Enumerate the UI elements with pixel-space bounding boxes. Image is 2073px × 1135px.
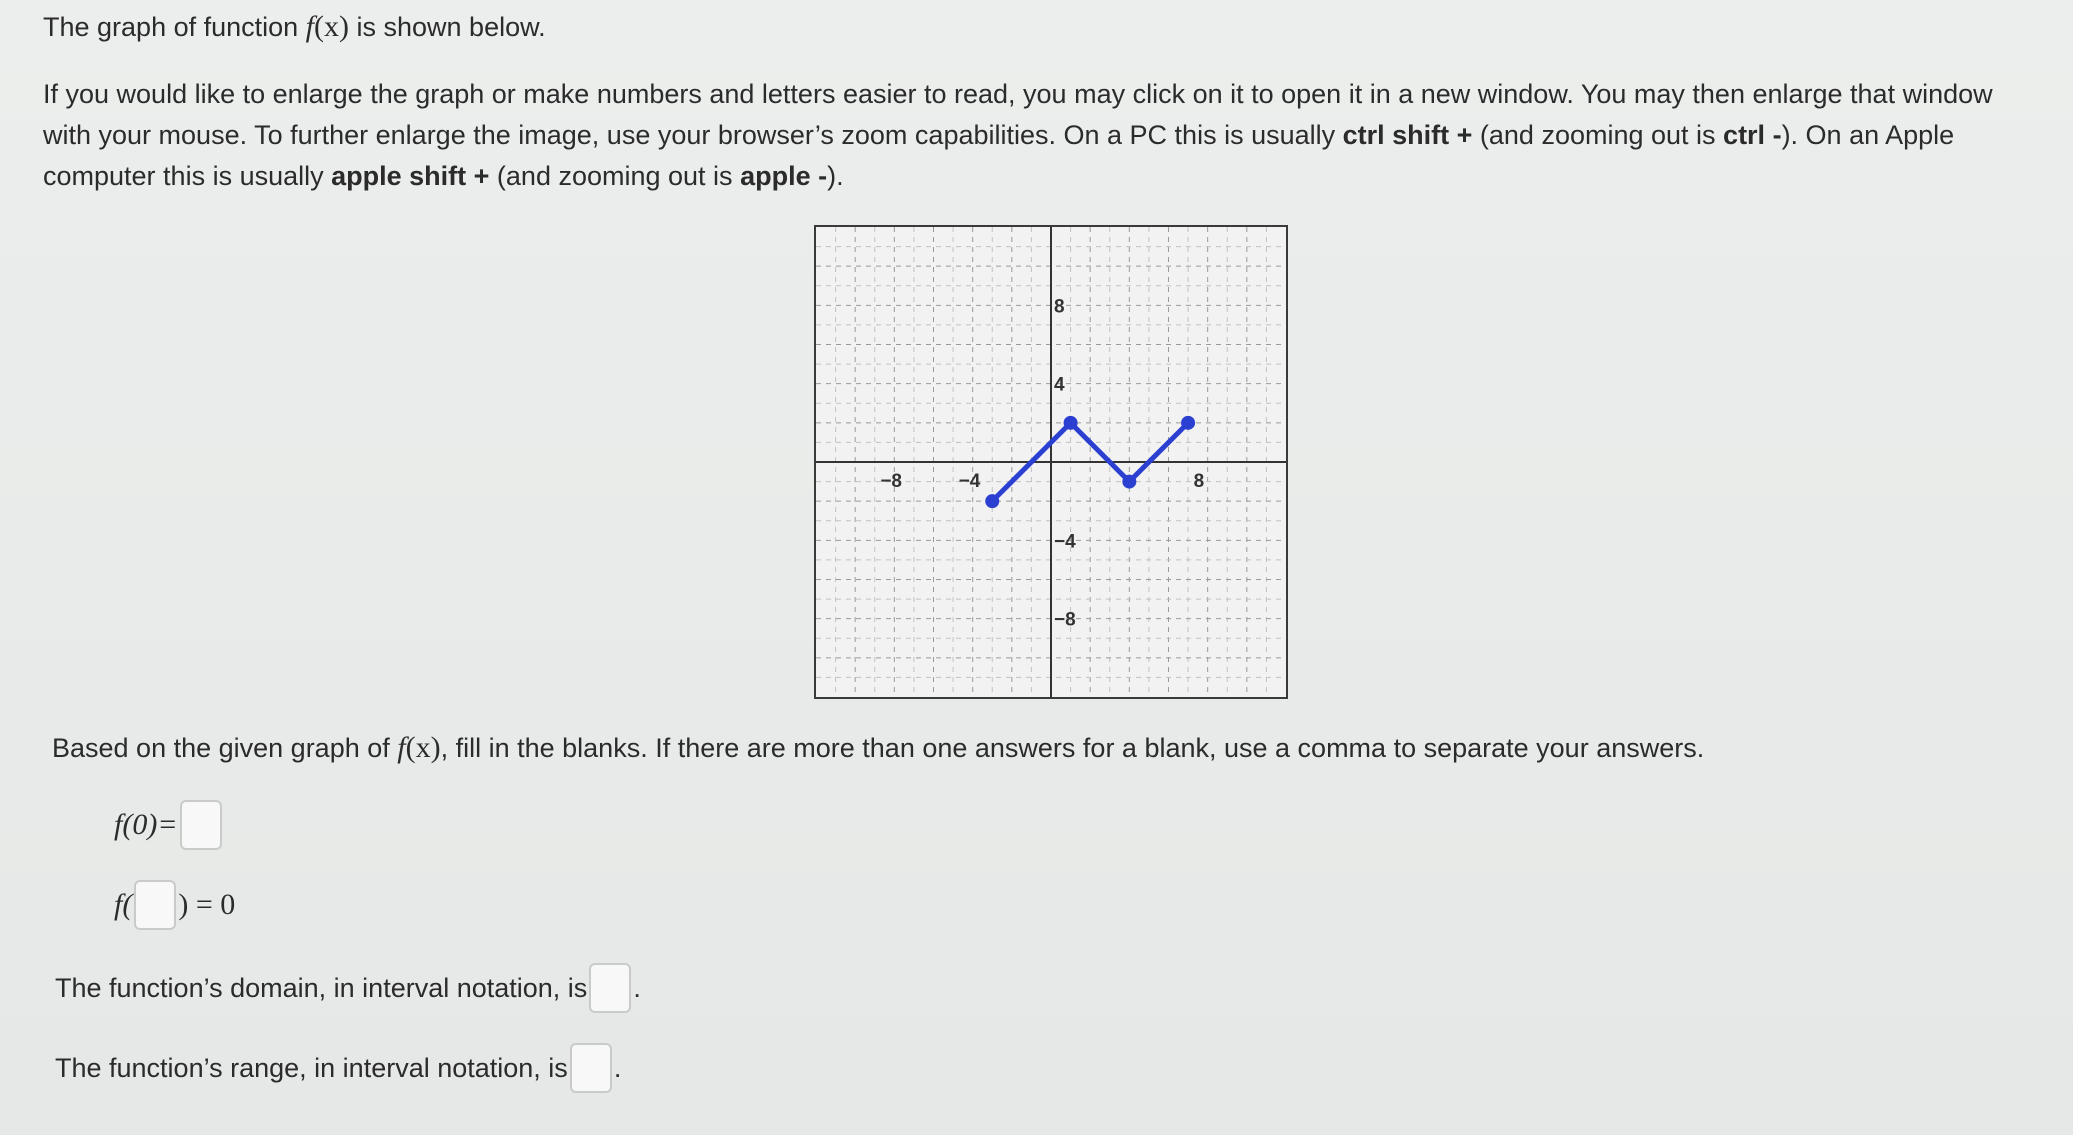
zero-of-f-left: f( <box>114 888 133 921</box>
data-point <box>1064 416 1078 430</box>
graph-svg <box>816 227 1286 697</box>
zero-of-f-right: ) = 0 <box>178 888 236 921</box>
blanks-prompt <box>52 727 1704 769</box>
data-point <box>1122 475 1136 489</box>
y-tick-label: −8 <box>1054 609 1076 631</box>
question-f-of-zero <box>114 800 224 850</box>
intro-function-name: f <box>305 10 315 43</box>
data-point <box>985 494 999 508</box>
f-of-zero-input[interactable] <box>180 800 222 850</box>
apple-zoom-out-shortcut: apple - <box>740 161 828 191</box>
x-tick-label: −8 <box>880 471 903 492</box>
intro-function-arg: (x) <box>314 10 349 43</box>
prompt-before: Based on the given graph of <box>52 733 398 763</box>
y-tick-label: 8 <box>1054 296 1065 318</box>
question-range <box>55 1043 621 1093</box>
intro-before: The graph of function <box>43 12 306 42</box>
range-label: The function’s range, in interval notation, is <box>55 1052 568 1083</box>
f-of-zero-label: f(0)= <box>114 808 178 841</box>
domain-label: The function’s domain, in interval notation, is <box>55 972 588 1003</box>
prompt-function-arg: (x) <box>405 731 441 764</box>
x-tick-label: −4 <box>958 471 981 492</box>
question-zero-of-f <box>114 880 235 930</box>
range-input[interactable] <box>570 1043 612 1093</box>
prompt-after: , fill in the blanks. If there are more than one answers for a blank, use a comma to separate your answers. <box>440 733 1705 763</box>
y-tick-label: 4 <box>1054 374 1065 396</box>
question-domain <box>55 963 641 1013</box>
range-period: . <box>613 1052 622 1083</box>
intro-text <box>43 6 546 48</box>
instructions-part: If you would like to enlarge the graph or make numbers and letters easier to read, you may click on it to open it in a new window. You may then enlarge that window with your mouse. To further enlarge the image, use your browser’s zoom capabilities. On a PC this is usually <box>43 79 1993 150</box>
prompt-function-name: f <box>397 731 406 764</box>
pc-zoom-out-shortcut: ctrl - <box>1723 120 1782 150</box>
function-graph[interactable] <box>814 225 1288 699</box>
x-tick-label: 8 <box>1193 471 1205 492</box>
data-point <box>1181 416 1195 430</box>
instructions-part: (and zooming out is <box>489 161 741 191</box>
instructions-text <box>43 74 2033 197</box>
zero-of-f-input[interactable] <box>134 880 176 930</box>
instructions-part: (and zooming out is <box>1472 120 1724 150</box>
intro-after: is shown below. <box>349 12 546 42</box>
domain-period: . <box>633 972 641 1003</box>
instructions-part: ). On an Apple computer this is usually <box>43 120 1955 191</box>
pc-zoom-in-shortcut: ctrl shift + <box>1342 120 1473 150</box>
domain-input[interactable] <box>589 963 631 1013</box>
y-tick-label: −4 <box>1054 531 1076 553</box>
instructions-part: ). <box>827 161 844 191</box>
apple-zoom-in-shortcut: apple shift + <box>331 161 490 191</box>
